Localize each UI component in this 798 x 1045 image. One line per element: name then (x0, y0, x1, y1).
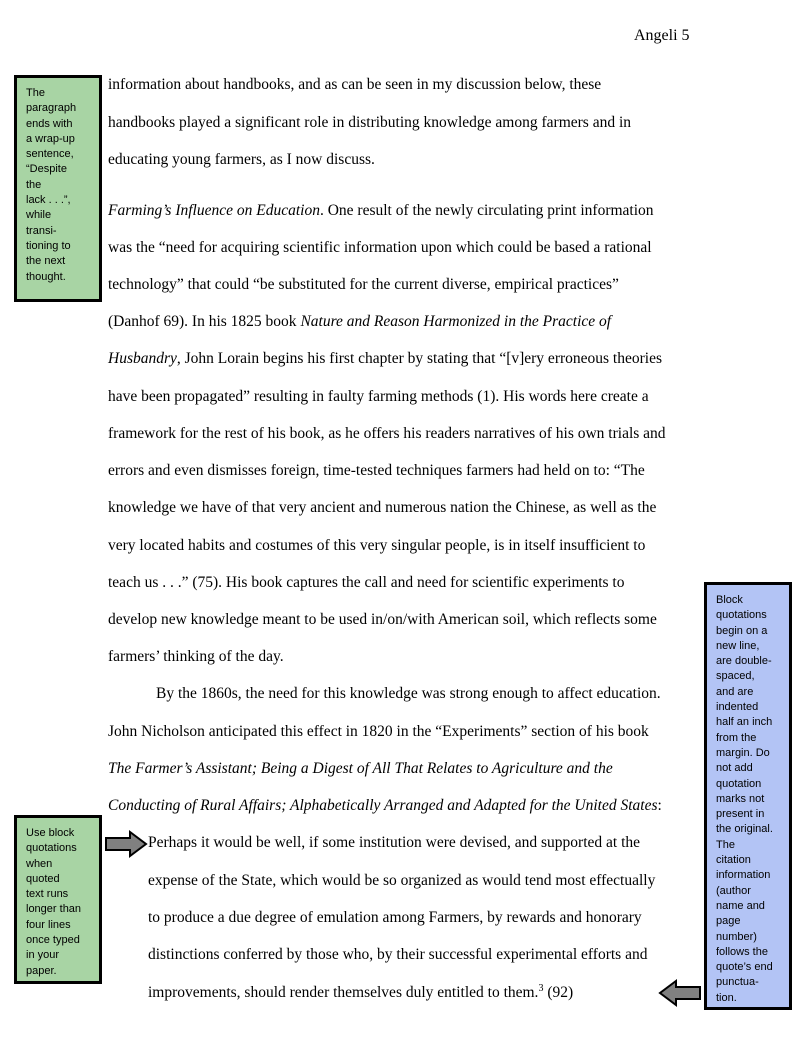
annotation-line: tion. (716, 991, 737, 1004)
annotation-line: Use block (26, 827, 75, 839)
annotation-line: paragraph (26, 102, 77, 115)
text-segment: educating young farmers, as I now discuss. (108, 151, 375, 168)
text-segment: framework for the rest of his book, as he offers his readers narratives of his own trials and (108, 425, 666, 442)
text-segment: expense of the State, which would be so organized as would tend most effectually (148, 872, 656, 889)
annotation-line: text runs (26, 888, 69, 901)
annotation-line: follows the (716, 945, 768, 958)
annotation-line: The (716, 838, 735, 851)
footnote-marker: 3 (538, 982, 544, 994)
text-segment: : (657, 797, 662, 814)
body-line (108, 75, 601, 95)
body-line (108, 201, 654, 221)
body-line (108, 722, 649, 742)
annotation-line: not add (716, 762, 753, 775)
body-line (108, 349, 662, 369)
annotation-line: Block (716, 594, 743, 606)
annotation-line: when (26, 857, 53, 870)
annotation-line: the next (26, 255, 66, 268)
annotation-line: indented (716, 701, 759, 714)
annotation-line: and are (716, 685, 754, 698)
text-segment: The Farmer’s Assistant; Being a Digest of All That Relates to Agriculture and the (108, 760, 613, 777)
block-quote-line (148, 945, 647, 965)
annotation-line: spaced, (716, 670, 755, 683)
annotation-line: while (26, 209, 52, 222)
annotation-line: citation (716, 854, 751, 867)
annotation-line: four lines (26, 918, 71, 931)
body-line (108, 150, 375, 170)
text-segment: handbooks played a significant role in distributing knowledge among farmers and in (108, 114, 632, 131)
annotation-line: quotations (716, 609, 767, 622)
annotation-line: sentence, (26, 148, 74, 161)
text-segment: Conducting of Rural Affairs; Alphabetically Arranged and Adapted for the United States (108, 797, 658, 814)
text-segment: (Danhof 69). In his 1825 book (108, 313, 301, 330)
body-line (108, 647, 284, 667)
body-line (108, 610, 657, 630)
annotation-line: lack . . .”, (26, 194, 71, 207)
annotation-line: tioning to (26, 239, 71, 252)
annotation-line: “Despite (26, 163, 67, 176)
annotation-line: quotation (716, 777, 762, 790)
annotation-line: ends with (26, 117, 73, 130)
text-segment: , John Lorain begins his first chapter by stating that “[v]ery erroneous theories (176, 350, 662, 367)
annotation-line: half an inch (716, 716, 773, 729)
annotation-line: once typed (26, 934, 80, 947)
body-line (108, 238, 652, 258)
annotation-line: the original. (716, 823, 773, 836)
text-segment: improvements, should render themselves duly entitled to them. (148, 984, 539, 1001)
annotation-line: punctua- (716, 976, 759, 989)
annotation-line: information (716, 869, 771, 882)
body-line (108, 312, 611, 332)
body-line (108, 275, 619, 295)
annotation-line: quotations (26, 842, 77, 855)
text-segment: John Nicholson anticipated this effect in 1820 in the “Experiments” section of his book (108, 723, 649, 740)
block-quote-line (148, 871, 655, 891)
text-segment: very located habits and costumes of this very singular people, is in itself insufficient to (108, 537, 646, 554)
body-line (108, 461, 645, 481)
body-line (108, 573, 625, 593)
text-segment: By the 1860s, the need for this knowledge was strong enough to affect education. (156, 685, 661, 702)
annotation-line: present in (716, 808, 765, 821)
left-arrow-icon (658, 979, 702, 1007)
text-segment: distinctions conferred by those who, by their successful experimental efforts and (148, 946, 648, 963)
block-quote-line (148, 833, 640, 853)
annotation-line: margin. Do (716, 746, 770, 759)
annotation-line: the (26, 178, 42, 191)
text-segment: . One result of the newly circulating print information (319, 202, 654, 219)
right-arrow-icon (104, 830, 148, 858)
annotation-line: number) (716, 930, 757, 943)
text-segment: have been propagated” resulting in faulty farming methods (1). His words here create a (108, 388, 649, 405)
annotation-line: quote’s end (716, 961, 773, 974)
text-segment: Farming’s Influence on Education (108, 202, 320, 219)
text-segment: Perhaps it would be well, if some institution were devised, and supported at the (148, 834, 641, 851)
annotation-block-quote-format (704, 582, 792, 1010)
text-segment: errors and even dismisses foreign, time-tested techniques farmers had held on to: “The (108, 462, 645, 479)
body-line (108, 796, 662, 816)
annotation-line: paper. (26, 964, 57, 977)
annotation-line: marks not (716, 792, 765, 805)
text-segment: information about handbooks, and as can be seen in my discussion below, these (108, 76, 602, 93)
body-line (108, 759, 613, 779)
annotation-line: a wrap-up (26, 132, 75, 145)
annotation-paragraph-wrapup (14, 75, 102, 302)
text-segment: (92) (543, 984, 574, 1001)
annotation-line: name and (716, 899, 765, 912)
annotation-block-quote-when (14, 815, 102, 984)
annotation-line: longer than (26, 903, 82, 916)
annotation-line: (author (716, 884, 751, 897)
text-segment: Husbandry (108, 350, 177, 367)
text-segment: Nature and Reason Harmonized in the Practice of (300, 313, 612, 330)
annotation-line: transi- (26, 224, 57, 237)
block-quote-line (148, 983, 573, 1003)
block-quote-line (148, 908, 642, 928)
annotation-line: new line, (716, 639, 760, 652)
text-segment: develop new knowledge meant to be used in/on/with American soil, which reflects some (108, 611, 657, 628)
text-segment: technology” that could “be substituted for the current diverse, empirical practices” (108, 276, 619, 293)
annotation-line: are double- (716, 655, 772, 668)
annotation-line: begin on a (716, 624, 768, 637)
text-segment: farmers’ thinking of the day. (108, 648, 284, 665)
body-line (108, 536, 645, 556)
annotation-line: quoted (26, 872, 60, 885)
body-line (108, 387, 649, 407)
running-head: Angeli 5 (634, 27, 690, 44)
text-segment: to produce a due degree of emulation among Farmers, by rewards and honorary (148, 909, 642, 926)
body-line (108, 424, 666, 444)
body-line (108, 498, 656, 518)
annotation-line: The (26, 87, 45, 99)
annotation-line: from the (716, 731, 757, 744)
annotation-line: in your (26, 949, 60, 962)
body-line (156, 684, 661, 704)
annotation-line: thought. (26, 270, 66, 283)
annotation-line: page (716, 915, 741, 928)
text-segment: knowledge we have of that very ancient and numerous nation the Chinese, as well as the (108, 499, 657, 516)
text-segment: was the “need for acquiring scientific information upon which could be based a rational (108, 239, 652, 256)
body-line (108, 113, 631, 133)
text-segment: teach us . . .” (75). His book captures the call and need for scientific experiments to (108, 574, 625, 591)
